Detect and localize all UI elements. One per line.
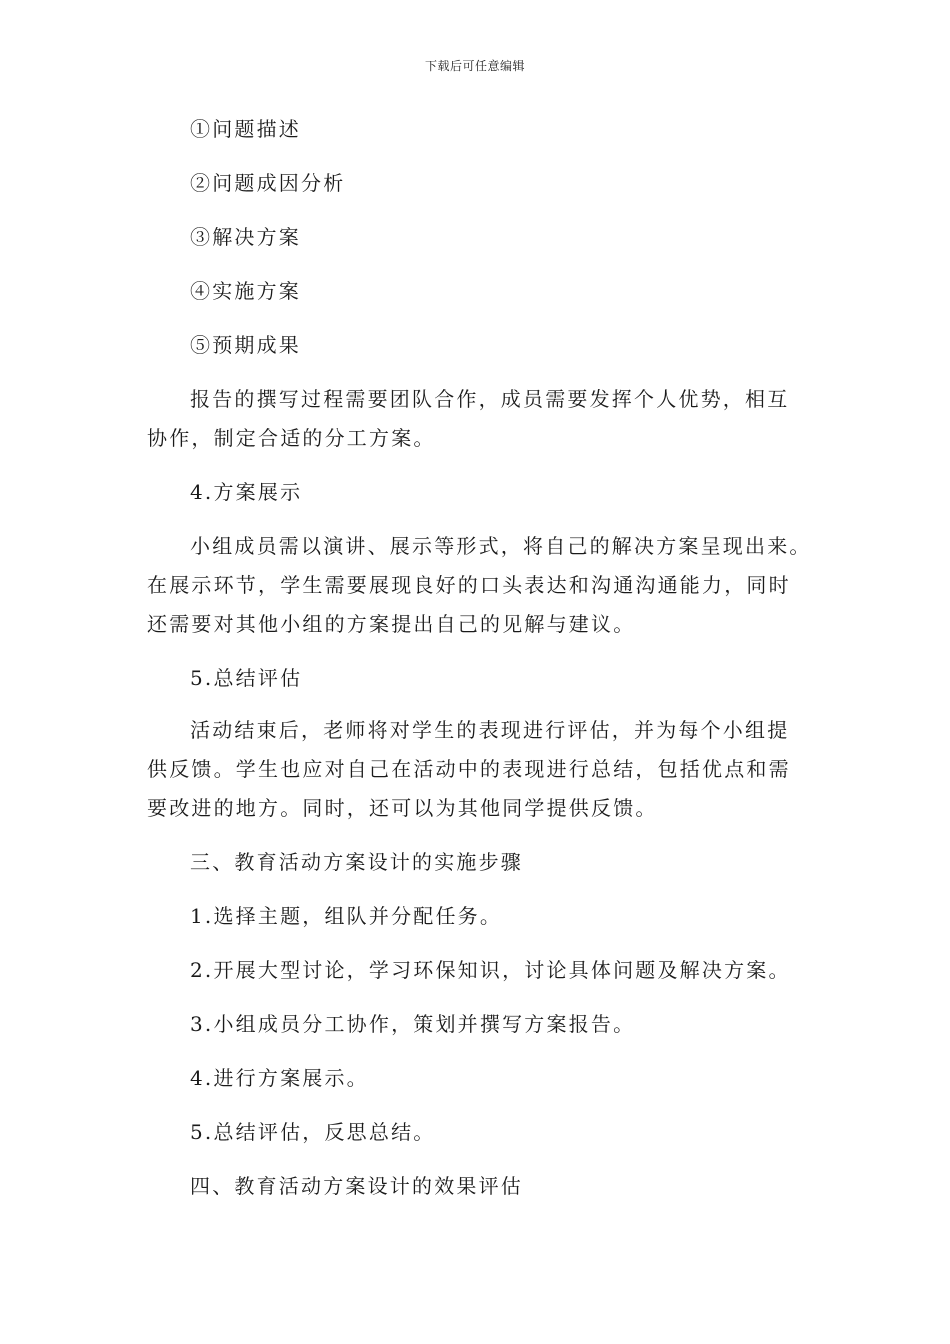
list-item-implementation: ④实施方案 [190, 279, 301, 303]
paragraph-report-line-2: 协作，制定合适的分工方案。 [147, 426, 436, 450]
paragraph-evaluation-line-3: 要改进的地方。同时，还可以为其他同学提供反馈。 [147, 796, 658, 820]
step-item-3: 3.小组成员分工协作，策划并撰写方案报告。 [190, 1012, 636, 1036]
step-item-2: 2.开展大型讨论，学习环保知识，讨论具体问题及解决方案。 [190, 958, 791, 982]
list-item-solution: ③解决方案 [190, 225, 301, 249]
step-item-5: 5.总结评估，反思总结。 [190, 1120, 436, 1144]
paragraph-evaluation-line-1: 活动结束后，老师将对学生的表现进行评估，并为每个小组提 [190, 718, 790, 742]
page-header: 下载后可任意编辑 [424, 59, 525, 73]
paragraph-presentation-line-2: 在展示环节，学生需要展现良好的口头表达和沟通沟通能力，同时 [147, 573, 791, 597]
heading-summary-evaluation: 5.总结评估 [190, 666, 303, 690]
list-item-problem-cause: ②问题成因分析 [190, 171, 346, 195]
heading-plan-presentation: 4.方案展示 [190, 480, 303, 504]
paragraph-presentation-line-1: 小组成员需以演讲、展示等形式，将自己的解决方案呈现出来。 [190, 534, 812, 558]
section-heading-implementation-steps: 三、教育活动方案设计的实施步骤 [190, 850, 523, 874]
section-heading-effect-evaluation: 四、教育活动方案设计的效果评估 [190, 1174, 523, 1198]
step-item-4: 4.进行方案展示。 [190, 1066, 369, 1090]
step-item-1: 1.选择主题，组队并分配任务。 [190, 904, 503, 928]
paragraph-presentation-line-3: 还需要对其他小组的方案提出自己的见解与建议。 [147, 612, 636, 636]
paragraph-evaluation-line-2: 供反馈。学生也应对自己在活动中的表现进行总结，包括优点和需 [147, 757, 791, 781]
list-item-expected-results: ⑤预期成果 [190, 333, 301, 357]
list-item-problem-description: ①问题描述 [190, 117, 301, 141]
paragraph-report-line-1: 报告的撰写过程需要团队合作，成员需要发挥个人优势，相互 [190, 387, 790, 411]
